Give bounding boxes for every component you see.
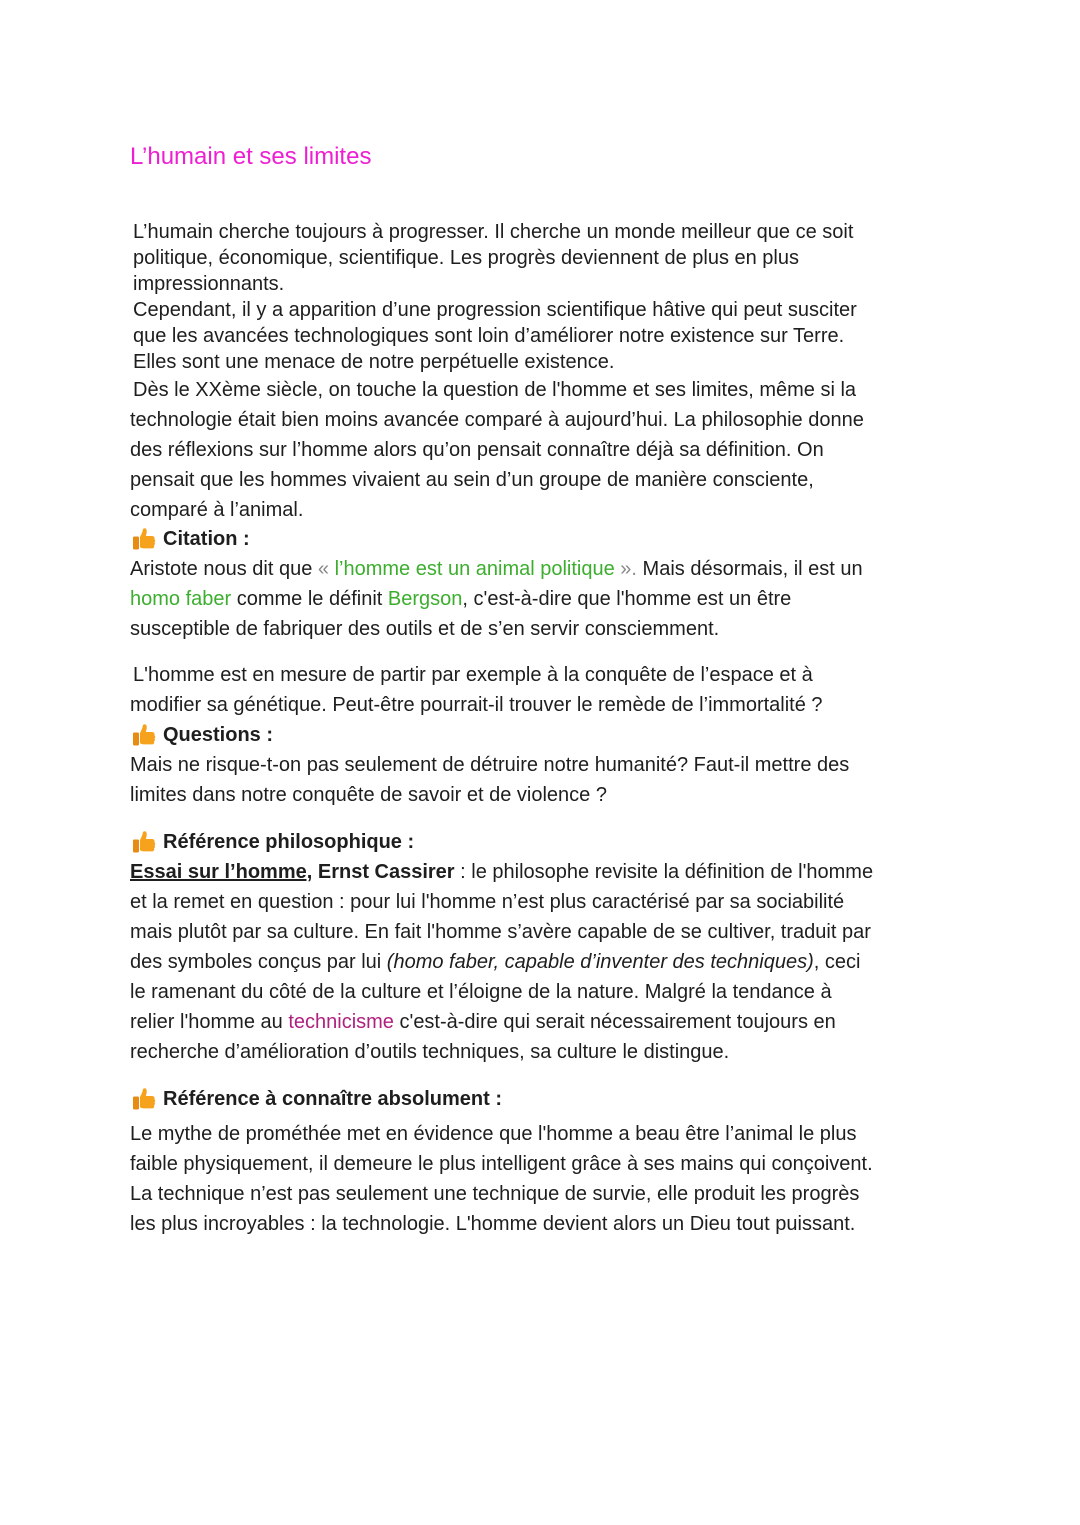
citation-heading	[130, 524, 960, 554]
intro-line: que les avancées technologiques sont loin d’améliorer notre existence sur Terre.	[133, 325, 845, 347]
conquest-paragraph	[130, 660, 960, 720]
philo-line: et la remet en question : pour lui l'homme n’est plus caractérisé par sa sociabilité	[130, 891, 845, 913]
philo-text: c'est-à-dire qui serait nécessairement toujours en	[393, 1011, 836, 1033]
conquest-line: modifier sa génétique. Peut-être pourrait-il trouver le remède de l’immortalité ?	[130, 694, 823, 716]
philo-line: mais plutôt par sa culture. En fait l'homme s’avère capable de se cultiver, traduit par	[130, 921, 871, 943]
history-line: des réflexions sur l’homme alors qu’on pensait connaître déjà sa définition. On	[130, 439, 824, 461]
quote-open: «	[317, 558, 335, 580]
history-line: pensait que les hommes vivaient au sein d’un groupe de manière consciente,	[130, 469, 814, 491]
intro-paragraph	[130, 219, 963, 375]
thumbs-up-icon	[130, 526, 156, 552]
philo-line	[130, 947, 960, 977]
history-line: comparé à l’animal.	[130, 499, 304, 521]
questions-heading	[130, 720, 960, 750]
thumbs-up-icon	[130, 722, 156, 748]
philo-line: recherche d’amélioration d’outils techniques, sa culture le distingue.	[130, 1041, 730, 1063]
thumbs-up-icon	[130, 829, 156, 855]
thumbs-up-icon	[130, 1086, 156, 1112]
must-know-reference-section	[130, 1084, 960, 1239]
philo-line	[130, 857, 960, 887]
citation-text: comme le définit	[231, 588, 388, 610]
bergson-term: Bergson	[387, 588, 463, 610]
philo-text: relier l'homme au	[130, 1011, 289, 1033]
conquest-line: L'homme est en mesure de partir par exemple à la conquête de l’espace et à	[133, 664, 813, 686]
reference-line: Le mythe de prométhée met en évidence que l'homme a beau être l’animal le plus	[130, 1123, 857, 1145]
citation-line: susceptible de fabriquer des outils et de s’en servir consciemment.	[130, 618, 720, 640]
citation-line	[130, 584, 960, 614]
citation-section	[130, 524, 960, 644]
page-title: L’humain et ses limites	[130, 143, 372, 170]
reference-heading-label: Référence à connaître absolument :	[163, 1088, 502, 1110]
history-line: technologie était bien moins avancée comparé à aujourd’hui. La philosophie donne	[130, 409, 864, 431]
philo-text: , ceci	[813, 951, 861, 973]
citation-text: Mais désormais, il est un	[636, 558, 863, 580]
intro-line: Elles sont une menace de notre perpétuelle existence.	[133, 351, 615, 373]
citation-line	[130, 554, 960, 584]
book-title: Essai sur l’homme,	[130, 861, 313, 883]
intro-line: impressionnants.	[133, 273, 285, 295]
questions-heading-label: Questions :	[163, 724, 274, 746]
philo-reference-section	[130, 827, 960, 1067]
philo-heading	[130, 827, 960, 857]
aristote-quote: l’homme est un animal politique	[334, 558, 615, 580]
reference-line: La technique n’est pas seulement une technique de survie, elle produit les progrès	[130, 1183, 860, 1205]
quote-close: ».	[614, 558, 637, 580]
history-paragraph	[130, 375, 960, 525]
citation-heading-label: Citation :	[163, 528, 250, 550]
philo-line: le ramenant du côté de la culture et l’éloigne de la nature. Malgré la tendance à	[130, 981, 832, 1003]
homo-faber-term: homo faber	[130, 588, 232, 610]
philo-heading-label: Référence philosophique :	[163, 831, 415, 853]
questions-line: Mais ne risque-t-on pas seulement de détruire notre humanité? Faut-il mettre des	[130, 754, 850, 776]
philo-line	[130, 1007, 960, 1037]
intro-line: politique, économique, scientifique. Les progrès deviennent de plus en plus	[133, 247, 799, 269]
philo-text: : le philosophe revisite la définition de l'homme	[454, 861, 874, 883]
reference-line: les plus incroyables : la technologie. L'homme devient alors un Dieu tout puissant.	[130, 1213, 856, 1235]
questions-line: limites dans notre conquête de savoir et de violence ?	[130, 784, 607, 806]
homo-faber-aside: (homo faber, capable d’inventer des techniques)	[386, 951, 814, 973]
technicisme-term: technicisme	[288, 1011, 394, 1033]
author-name: Ernst Cassirer	[312, 861, 455, 883]
reference-heading	[130, 1084, 960, 1114]
questions-section	[130, 720, 960, 810]
reference-line: faible physiquement, il demeure le plus intelligent grâce à ses mains qui conçoivent.	[130, 1153, 873, 1175]
intro-line: L’humain cherche toujours à progresser. Il cherche un monde meilleur que ce soit	[133, 221, 854, 243]
philo-text: des symboles conçus par lui	[130, 951, 387, 973]
intro-line: Cependant, il y a apparition d’une progression scientifique hâtive qui peut susciter	[133, 299, 857, 321]
history-line: Dès le XXème siècle, on touche la question de l'homme et ses limites, même si la	[133, 379, 857, 401]
citation-text: , c'est-à-dire que l'homme est un être	[462, 588, 792, 610]
citation-text: Aristote nous dit que	[130, 558, 318, 580]
